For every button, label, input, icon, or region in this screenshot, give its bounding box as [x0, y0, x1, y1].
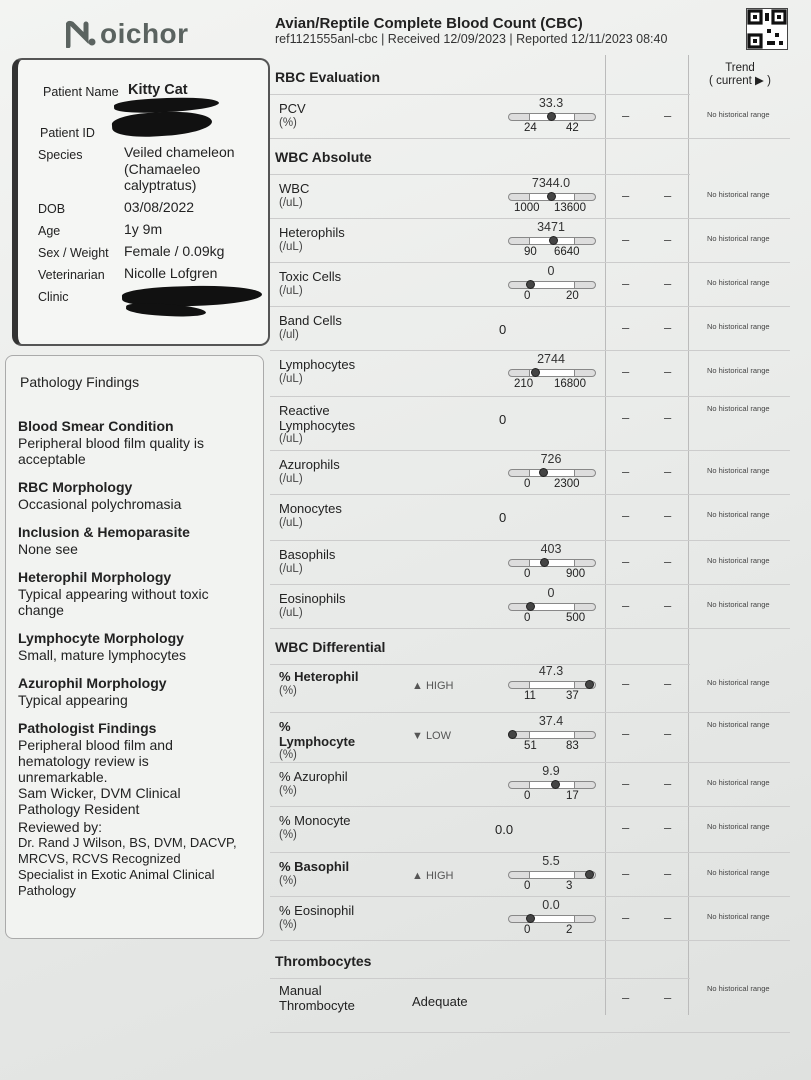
reference-range-bar	[508, 193, 596, 201]
result-unit: (/uL)	[279, 241, 303, 253]
finding-text: Pathology Resident	[18, 801, 140, 817]
finding-heading: RBC Morphology	[18, 479, 133, 495]
result-value: 0.0	[495, 822, 514, 837]
previous-result-placeholder: –	[664, 990, 672, 1005]
finding-text: Specialist in Exotic Animal Clinical	[18, 867, 215, 882]
reference-range-bar	[508, 681, 596, 689]
previous-result-placeholder: –	[664, 726, 672, 741]
species-line: Veiled chameleon	[124, 144, 235, 160]
trend-no-range: No historical range	[707, 678, 770, 687]
trend-no-range: No historical range	[707, 190, 770, 199]
result-flag: ▼ LOW	[412, 730, 451, 742]
finding-text: hematology review is	[18, 753, 149, 769]
reference-range-bar	[508, 559, 596, 567]
result-value: Adequate	[412, 994, 468, 1009]
section-wbc-differential	[270, 628, 690, 665]
result-name: Band Cells	[279, 313, 342, 328]
result-name: Eosinophils	[279, 591, 346, 606]
report-meta: ref1121555anl-cbc | Received 12/09/2023 | Reported 12/11/2023 08:40	[275, 32, 668, 46]
patient-name: Kitty Cat	[128, 82, 188, 98]
trend-no-range: No historical range	[707, 404, 770, 413]
age-value: 1y 9m	[124, 221, 163, 237]
previous-result-placeholder: –	[664, 232, 672, 247]
clinic-label: Clinic	[38, 290, 69, 304]
result-unit: (%)	[279, 875, 297, 887]
reference-range-bar	[508, 369, 596, 377]
result-row	[270, 662, 790, 713]
result-name: Thrombocyte	[279, 998, 355, 1013]
result-name: Monocytes	[279, 501, 342, 516]
species-line: (Chamaeleo	[124, 160, 201, 177]
result-value: 0.0	[542, 898, 560, 912]
finding-text: Peripheral blood film quality is	[18, 435, 204, 451]
previous-result-placeholder: –	[622, 598, 630, 613]
result-row	[270, 762, 790, 807]
section-rbc-evaluation	[270, 58, 690, 95]
result-name: Manual	[279, 983, 322, 998]
previous-result-placeholder: –	[622, 676, 630, 691]
previous-result-placeholder: –	[664, 364, 672, 379]
veterinarian-label: Veterinarian	[38, 268, 105, 282]
previous-result-placeholder: –	[664, 676, 672, 691]
result-value: 0	[499, 510, 507, 525]
reference-low: 0	[524, 924, 531, 936]
patient-id-label: Patient ID	[40, 126, 95, 140]
reference-range-normal	[529, 682, 575, 688]
result-row	[270, 976, 790, 1033]
previous-result-placeholder: –	[622, 410, 630, 425]
result-marker	[526, 914, 535, 923]
reference-low: 11	[524, 690, 536, 702]
reference-range-normal	[529, 872, 575, 878]
finding-text: Dr. Rand J Wilson, BS, DVM, DACVP,	[18, 835, 237, 850]
result-name: % Azurophil	[279, 769, 348, 784]
result-row	[270, 350, 790, 397]
result-value: 0	[499, 412, 507, 427]
result-unit: (%)	[279, 685, 297, 697]
result-value: 5.5	[542, 854, 560, 868]
reference-low: 90	[524, 246, 537, 258]
brand-logo	[66, 18, 189, 50]
previous-result-placeholder: –	[622, 820, 630, 835]
result-row	[270, 396, 790, 451]
result-value: 9.9	[542, 764, 560, 778]
result-unit: (/uL)	[279, 373, 303, 385]
result-row	[270, 94, 790, 139]
previous-result-placeholder: –	[664, 276, 672, 291]
finding-text: unremarkable.	[18, 769, 108, 785]
reference-range-bar	[508, 113, 596, 121]
result-unit: (/uL)	[279, 517, 303, 529]
dob-label: DOB	[38, 202, 66, 216]
previous-result-placeholder: –	[622, 910, 630, 925]
previous-result-placeholder: –	[664, 554, 672, 569]
previous-result-placeholder: –	[664, 910, 672, 925]
previous-result-placeholder: –	[622, 232, 630, 247]
result-name: % Basophil	[279, 859, 350, 874]
result-row	[270, 218, 790, 263]
finding-azurophil	[18, 675, 253, 708]
previous-result-placeholder: –	[622, 188, 630, 203]
reference-low: 1000	[514, 202, 540, 214]
result-row	[270, 712, 790, 763]
trend-no-range: No historical range	[707, 778, 770, 787]
result-row	[270, 584, 790, 629]
patient-info-card	[12, 58, 270, 346]
result-unit: (/uL)	[279, 473, 303, 485]
trend-no-range: No historical range	[707, 234, 770, 243]
reference-low: 0	[524, 612, 531, 624]
reference-range-bar	[508, 731, 596, 739]
reference-low: 210	[514, 378, 534, 390]
result-unit: (/uL)	[279, 607, 303, 619]
trend-no-range: No historical range	[707, 466, 770, 475]
result-row	[270, 450, 790, 495]
result-marker	[531, 368, 540, 377]
previous-result-placeholder: –	[622, 276, 630, 291]
result-unit: (%)	[279, 117, 297, 129]
reference-high: 37	[566, 690, 579, 702]
species-value	[124, 144, 235, 194]
reference-range-bar	[508, 281, 596, 289]
previous-result-placeholder: –	[622, 464, 630, 479]
reference-high: 900	[566, 568, 586, 580]
result-name: Basophils	[279, 547, 336, 562]
redaction-scribble	[111, 109, 212, 140]
section-title: WBC Absolute	[275, 149, 372, 165]
reference-range-bar	[508, 871, 596, 879]
result-unit: (%)	[279, 749, 297, 761]
finding-heading: Inclusion & Hemoparasite	[18, 524, 190, 540]
result-value: 2744	[537, 352, 565, 366]
reference-low: 0	[524, 478, 531, 490]
previous-result-placeholder: –	[622, 320, 630, 335]
trend-no-range: No historical range	[707, 278, 770, 287]
result-value: 7344.0	[531, 176, 571, 190]
previous-result-placeholder: –	[622, 364, 630, 379]
result-unit: (/uL)	[279, 197, 303, 209]
result-row	[270, 540, 790, 585]
previous-result-placeholder: –	[664, 188, 672, 203]
finding-lymphocyte	[18, 630, 253, 663]
section-title: WBC Differential	[275, 639, 386, 655]
finding-text: Sam Wicker, DVM Clinical	[18, 785, 181, 801]
finding-text: None see	[18, 541, 78, 557]
reference-low: 24	[524, 122, 537, 134]
sex-weight-label: Sex / Weight	[38, 246, 109, 260]
finding-text: change	[18, 602, 64, 618]
reference-high: 42	[566, 122, 579, 134]
reference-range-normal	[529, 732, 575, 738]
finding-heading: Pathologist Findings	[18, 720, 157, 736]
previous-result-placeholder: –	[664, 508, 672, 523]
reference-high: 16800	[554, 378, 586, 390]
sex-weight-value: Female / 0.09kg	[124, 243, 225, 259]
reference-low: 51	[524, 740, 537, 752]
result-name: Toxic Cells	[279, 269, 342, 284]
result-row	[270, 494, 790, 541]
result-value: 403	[540, 542, 562, 556]
trend-no-range: No historical range	[707, 984, 770, 993]
result-unit: (%)	[279, 919, 297, 931]
result-unit: (/uL)	[279, 433, 303, 445]
result-row	[270, 174, 790, 219]
reference-range-normal	[529, 604, 575, 610]
finding-inclusion	[18, 524, 253, 557]
finding-text: Peripheral blood film and	[18, 737, 173, 753]
result-value: 47.3	[538, 664, 564, 678]
result-name: Heterophils	[279, 225, 345, 240]
previous-result-placeholder: –	[664, 410, 672, 425]
section-title: Thrombocytes	[275, 953, 372, 969]
result-value: 3471	[537, 220, 565, 234]
result-unit: (%)	[279, 785, 297, 797]
previous-result-placeholder: –	[664, 598, 672, 613]
trend-no-range: No historical range	[707, 720, 770, 729]
pathology-findings-card	[5, 355, 264, 939]
finding-blood-smear	[18, 418, 253, 467]
trend-no-range: No historical range	[707, 868, 770, 877]
result-marker	[526, 280, 535, 289]
section-wbc-absolute	[270, 138, 690, 175]
result-name: Reactive	[279, 403, 330, 418]
finding-text: Small, mature lymphocytes	[18, 647, 187, 663]
previous-result-placeholder: –	[622, 990, 630, 1005]
species-line: calyptratus)	[124, 177, 197, 193]
result-name: PCV	[279, 101, 306, 116]
reference-range-normal	[529, 470, 575, 476]
section-thrombocytes	[270, 942, 690, 979]
previous-result-placeholder: –	[664, 464, 672, 479]
result-name: % Eosinophil	[279, 903, 355, 918]
result-marker	[547, 112, 556, 121]
result-unit: (/ul)	[279, 329, 299, 341]
finding-text: MRCVS, RCVS Recognized	[18, 851, 181, 866]
result-value: 0	[547, 586, 555, 600]
reference-high: 2	[566, 924, 573, 936]
reference-range-normal	[529, 282, 575, 288]
finding-text: Pathology	[18, 883, 76, 898]
result-name: % Monocyte	[279, 813, 351, 828]
reference-low: 0	[524, 880, 531, 892]
trend-no-range: No historical range	[707, 322, 770, 331]
dob-value: 03/08/2022	[124, 199, 195, 215]
result-value: 0	[547, 264, 555, 278]
finding-text: Typical appearing	[18, 692, 128, 708]
result-value: 33.3	[538, 96, 564, 110]
reference-high: 6640	[554, 246, 580, 258]
brand-logo-icon	[66, 20, 96, 48]
reference-high: 83	[566, 740, 579, 752]
previous-result-placeholder: –	[664, 776, 672, 791]
result-unit: (/uL)	[279, 285, 303, 297]
result-name: %	[279, 719, 291, 734]
finding-text: Reviewed by:	[18, 819, 103, 835]
previous-result-placeholder: –	[664, 320, 672, 335]
reference-high: 2300	[554, 478, 580, 490]
finding-rbc-morphology	[18, 479, 253, 512]
reference-range-normal	[529, 560, 575, 566]
brand-name: oichor	[100, 18, 189, 49]
veterinarian-value: Nicolle Lofgren	[124, 265, 218, 281]
qr-code-icon	[746, 8, 788, 50]
age-label: Age	[38, 224, 61, 238]
trend-no-range: No historical range	[707, 822, 770, 831]
reference-high: 20	[566, 290, 579, 302]
reference-range-bar	[508, 915, 596, 923]
result-marker	[526, 602, 535, 611]
finding-heterophil	[18, 569, 253, 618]
trend-no-range: No historical range	[707, 110, 770, 119]
result-value: 726	[540, 452, 562, 466]
trend-no-range: No historical range	[707, 912, 770, 921]
reference-range-normal	[529, 916, 575, 922]
result-name: % Heterophil	[279, 669, 359, 684]
trend-no-range: No historical range	[707, 600, 770, 609]
section-title: RBC Evaluation	[275, 69, 381, 85]
trend-column-header	[700, 62, 780, 88]
result-unit: (%)	[279, 829, 297, 841]
species-label: Species	[38, 148, 83, 162]
previous-result-placeholder: –	[622, 726, 630, 741]
result-name: Lymphocyte	[279, 734, 356, 749]
result-name: Azurophils	[279, 457, 340, 472]
result-unit: (/uL)	[279, 563, 303, 575]
finding-heading: Lymphocyte Morphology	[18, 630, 184, 646]
reference-low: 0	[524, 290, 531, 302]
result-flag: ▲ HIGH	[412, 680, 454, 692]
result-value: 37.4	[538, 714, 564, 728]
result-row	[270, 852, 790, 897]
finding-pathologist	[18, 720, 253, 899]
reference-range-bar	[508, 237, 596, 245]
previous-result-placeholder: –	[622, 776, 630, 791]
result-row	[270, 896, 790, 941]
reference-high: 500	[566, 612, 586, 624]
reference-range-bar	[508, 603, 596, 611]
result-value: 0	[499, 322, 507, 337]
result-marker	[539, 468, 548, 477]
reference-range-bar	[508, 781, 596, 789]
reference-high: 3	[566, 880, 573, 892]
result-name: WBC	[279, 181, 310, 196]
result-row	[270, 262, 790, 307]
trend-subtitle: ( current ▶ )	[709, 75, 771, 87]
finding-text: Typical appearing without toxic	[18, 586, 209, 602]
reference-low: 0	[524, 790, 531, 802]
reference-high: 13600	[554, 202, 586, 214]
report-title: Avian/Reptile Complete Blood Count (CBC)	[275, 15, 583, 32]
patient-name-label: Patient Name	[43, 85, 119, 99]
previous-result-placeholder: –	[622, 108, 630, 123]
result-marker	[547, 192, 556, 201]
result-name: Lymphocytes	[279, 357, 356, 372]
pathology-title: Pathology Findings	[20, 374, 140, 390]
result-row	[270, 306, 790, 351]
trend-no-range: No historical range	[707, 366, 770, 375]
result-marker	[508, 730, 517, 739]
reference-range-bar	[508, 469, 596, 477]
reference-high: 17	[566, 790, 579, 802]
finding-text: acceptable	[18, 451, 86, 467]
result-marker	[585, 870, 594, 879]
finding-heading: Azurophil Morphology	[18, 675, 167, 691]
trend-no-range: No historical range	[707, 510, 770, 519]
trend-no-range: No historical range	[707, 556, 770, 565]
previous-result-placeholder: –	[664, 108, 672, 123]
result-marker	[585, 680, 594, 689]
trend-title: Trend	[725, 62, 755, 74]
result-row	[270, 806, 790, 853]
reference-low: 0	[524, 568, 531, 580]
result-flag: ▲ HIGH	[412, 870, 454, 882]
previous-result-placeholder: –	[664, 820, 672, 835]
previous-result-placeholder: –	[622, 508, 630, 523]
finding-text: Occasional polychromasia	[18, 496, 182, 512]
previous-result-placeholder: –	[664, 866, 672, 881]
previous-result-placeholder: –	[622, 554, 630, 569]
previous-result-placeholder: –	[622, 866, 630, 881]
finding-heading: Heterophil Morphology	[18, 569, 172, 585]
result-name: Lymphocytes	[279, 418, 356, 433]
finding-heading: Blood Smear Condition	[18, 418, 174, 434]
